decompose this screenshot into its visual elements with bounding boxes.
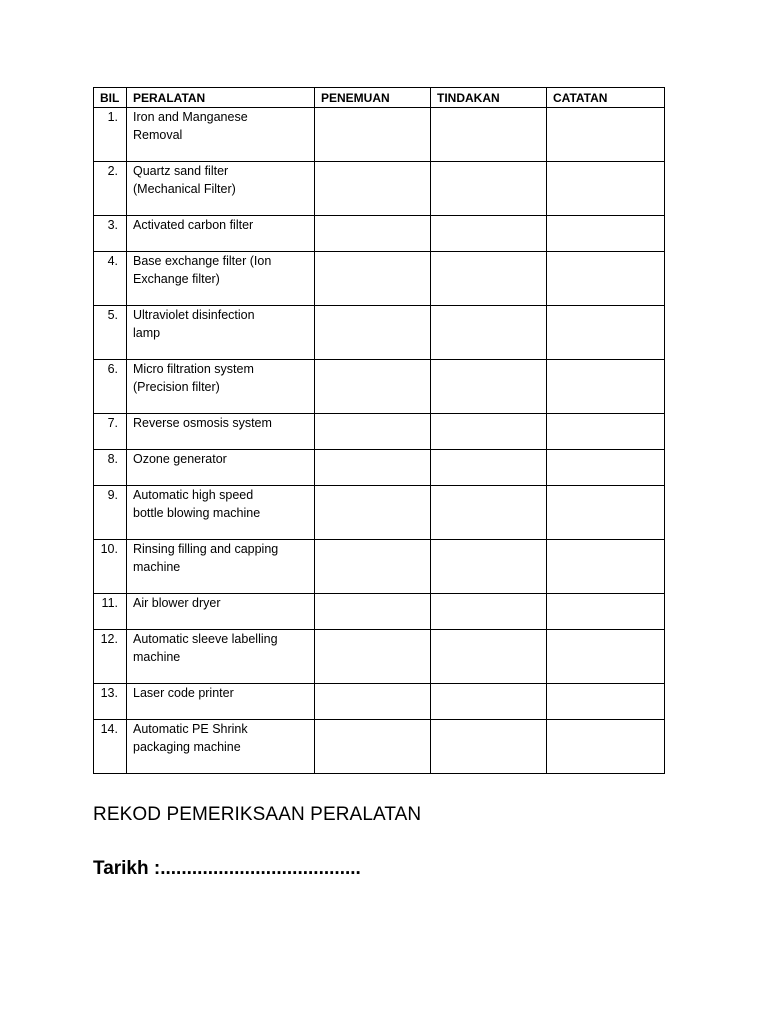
equipment-name-line: (Precision filter) — [133, 380, 220, 394]
tindakan-cell[interactable] — [431, 540, 547, 594]
table-row — [94, 630, 665, 684]
tindakan-cell[interactable] — [431, 252, 547, 306]
table-row — [94, 360, 665, 414]
table-row — [94, 720, 665, 774]
catatan-cell[interactable] — [547, 414, 665, 450]
equipment-name-line: Ultraviolet disinfection — [133, 308, 255, 322]
equipment-name-line: Rinsing filling and capping — [133, 542, 279, 556]
equipment-name-cell — [127, 720, 315, 774]
equipment-name-line: machine — [133, 650, 181, 664]
date-field-line: Tarikh :...................................... — [93, 858, 361, 879]
equipment-name-line: Automatic sleeve labelling — [133, 632, 278, 646]
table-row — [94, 306, 665, 360]
equipment-name-cell — [127, 540, 315, 594]
table-row — [94, 540, 665, 594]
table-body — [94, 108, 665, 774]
table-row — [94, 108, 665, 162]
tindakan-cell[interactable] — [431, 108, 547, 162]
tindakan-cell[interactable] — [431, 486, 547, 540]
table-header-row — [94, 88, 665, 108]
penemuan-cell[interactable] — [315, 360, 431, 414]
row-number: 2. — [94, 162, 127, 216]
equipment-name-cell — [127, 360, 315, 414]
equipment-name-cell — [127, 486, 315, 540]
penemuan-cell[interactable] — [315, 684, 431, 720]
header-bil: BIL — [94, 88, 127, 108]
penemuan-cell[interactable] — [315, 540, 431, 594]
tindakan-cell[interactable] — [431, 162, 547, 216]
tindakan-cell[interactable] — [431, 684, 547, 720]
penemuan-cell[interactable] — [315, 720, 431, 774]
equipment-name-line: Micro filtration system — [133, 362, 254, 376]
header-peralatan: PERALATAN — [127, 88, 315, 108]
row-number: 3. — [94, 216, 127, 252]
catatan-cell[interactable] — [547, 684, 665, 720]
equipment-name-line: machine — [133, 560, 181, 574]
penemuan-cell[interactable] — [315, 486, 431, 540]
penemuan-cell[interactable] — [315, 252, 431, 306]
equipment-name-cell — [127, 684, 315, 720]
row-number: 9. — [94, 486, 127, 540]
table-row — [94, 450, 665, 486]
tindakan-cell[interactable] — [431, 594, 547, 630]
row-number: 6. — [94, 360, 127, 414]
row-number: 7. — [94, 414, 127, 450]
equipment-name-cell — [127, 594, 315, 630]
tindakan-cell[interactable] — [431, 720, 547, 774]
catatan-cell[interactable] — [547, 306, 665, 360]
catatan-cell[interactable] — [547, 216, 665, 252]
penemuan-cell[interactable] — [315, 594, 431, 630]
row-number: 13. — [94, 684, 127, 720]
equipment-name-cell — [127, 630, 315, 684]
row-number: 4. — [94, 252, 127, 306]
equipment-name-line: Laser code printer — [133, 686, 234, 700]
tindakan-cell[interactable] — [431, 306, 547, 360]
tindakan-cell[interactable] — [431, 360, 547, 414]
row-number: 14. — [94, 720, 127, 774]
tindakan-cell[interactable] — [431, 216, 547, 252]
row-number: 11. — [94, 594, 127, 630]
equipment-name-cell — [127, 414, 315, 450]
header-penemuan: PENEMUAN — [315, 88, 431, 108]
catatan-cell[interactable] — [547, 360, 665, 414]
equipment-name-cell — [127, 108, 315, 162]
equipment-name-line: Automatic PE Shrink — [133, 722, 248, 736]
equipment-name-line: Reverse osmosis system — [133, 416, 272, 430]
penemuan-cell[interactable] — [315, 306, 431, 360]
header-catatan: CATATAN — [547, 88, 665, 108]
catatan-cell[interactable] — [547, 450, 665, 486]
catatan-cell[interactable] — [547, 252, 665, 306]
row-number: 10. — [94, 540, 127, 594]
equipment-name-line: Iron and Manganese — [133, 110, 248, 124]
catatan-cell[interactable] — [547, 162, 665, 216]
row-number: 5. — [94, 306, 127, 360]
table-row — [94, 594, 665, 630]
equipment-name-line: packaging machine — [133, 740, 241, 754]
equipment-name-cell — [127, 306, 315, 360]
equipment-name-cell — [127, 216, 315, 252]
equipment-name-cell — [127, 450, 315, 486]
equipment-name-line: Base exchange filter (Ion — [133, 254, 272, 268]
equipment-name-line: Activated carbon filter — [133, 218, 254, 232]
equipment-name-line: Ozone generator — [133, 452, 227, 466]
equipment-inspection-table — [93, 87, 665, 774]
page-title: REKOD PEMERIKSAAN PERALATAN — [93, 804, 422, 825]
catatan-cell[interactable] — [547, 540, 665, 594]
penemuan-cell[interactable] — [315, 216, 431, 252]
equipment-name-line: Removal — [133, 128, 183, 142]
penemuan-cell[interactable] — [315, 108, 431, 162]
tindakan-cell[interactable] — [431, 414, 547, 450]
catatan-cell[interactable] — [547, 594, 665, 630]
catatan-cell[interactable] — [547, 108, 665, 162]
table-row — [94, 216, 665, 252]
table-row — [94, 684, 665, 720]
tindakan-cell[interactable] — [431, 630, 547, 684]
equipment-name-line: lamp — [133, 326, 161, 340]
equipment-name-line: bottle blowing machine — [133, 506, 261, 520]
penemuan-cell[interactable] — [315, 162, 431, 216]
row-number: 8. — [94, 450, 127, 486]
equipment-name-cell — [127, 252, 315, 306]
penemuan-cell[interactable] — [315, 414, 431, 450]
table-row — [94, 162, 665, 216]
catatan-cell[interactable] — [547, 486, 665, 540]
catatan-cell[interactable] — [547, 720, 665, 774]
row-number: 12. — [94, 630, 127, 684]
equipment-name-line: Automatic high speed — [133, 488, 254, 502]
equipment-name-line: Quartz sand filter — [133, 164, 229, 178]
row-number: 1. — [94, 108, 127, 162]
penemuan-cell[interactable] — [315, 450, 431, 486]
penemuan-cell[interactable] — [315, 630, 431, 684]
table-row — [94, 414, 665, 450]
table-row — [94, 486, 665, 540]
equipment-name-line: Exchange filter) — [133, 272, 220, 286]
catatan-cell[interactable] — [547, 630, 665, 684]
equipment-name-cell — [127, 162, 315, 216]
equipment-name-line: Air blower dryer — [133, 596, 221, 610]
header-tindakan: TINDAKAN — [431, 88, 547, 108]
tindakan-cell[interactable] — [431, 450, 547, 486]
equipment-name-line: (Mechanical Filter) — [133, 182, 236, 196]
table-row — [94, 252, 665, 306]
